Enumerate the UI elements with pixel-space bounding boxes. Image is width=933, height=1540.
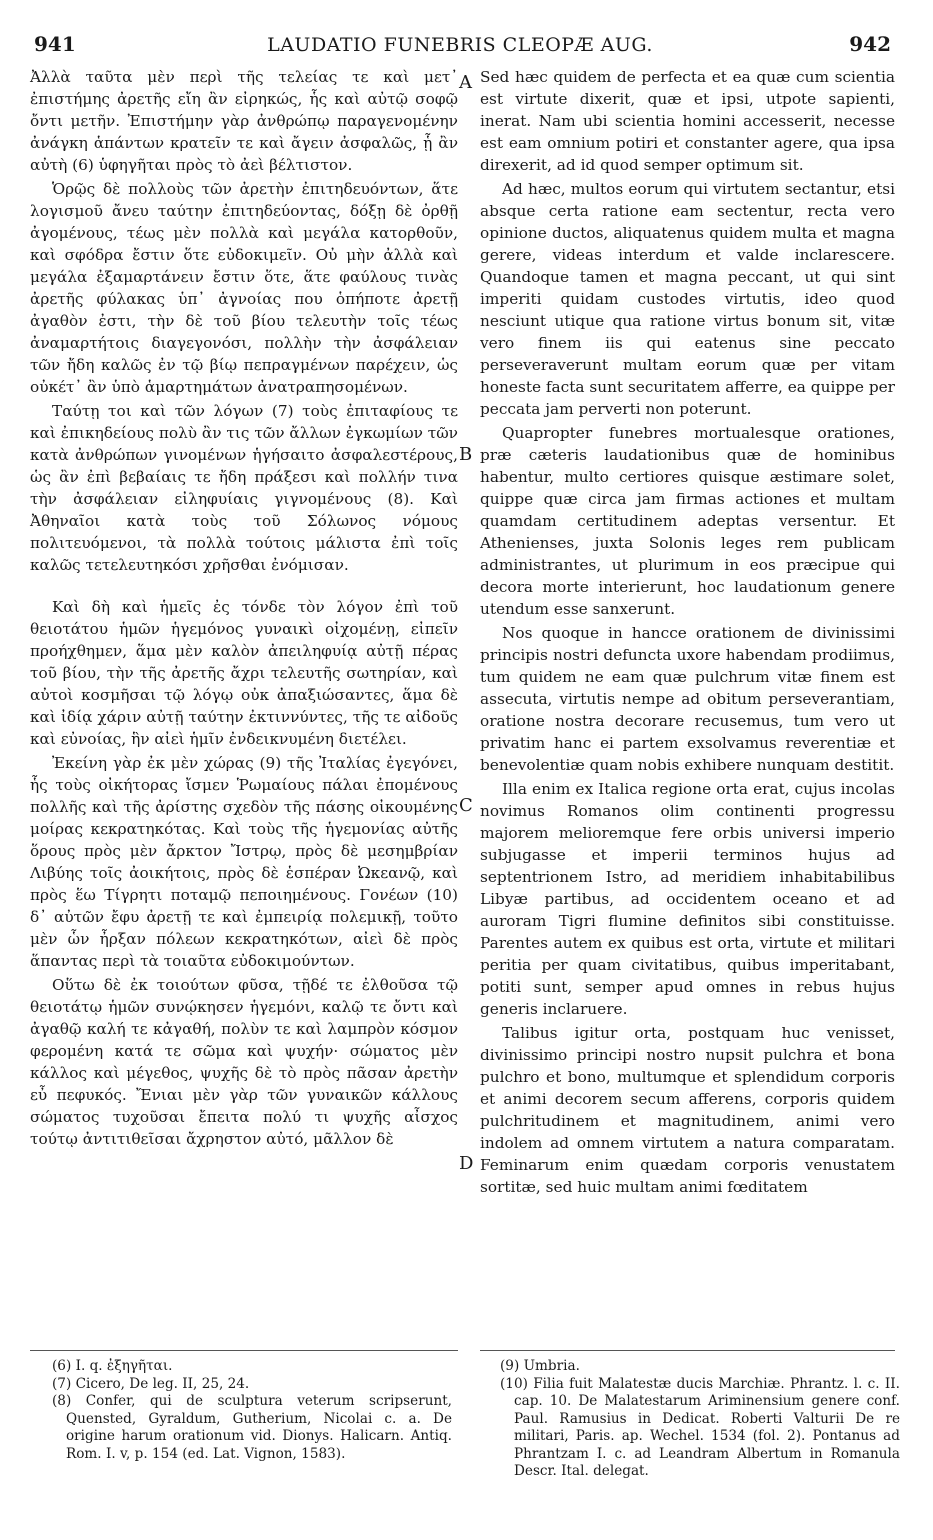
page-number-left: 941	[34, 32, 76, 56]
running-title: LAUDATIO FUNEBRIS CLEOPÆ AUG.	[267, 34, 653, 56]
section-marker-b: B	[459, 444, 473, 465]
footnote: (8) Confer, qui de sculptura veterum scripserunt, Quensted, Gyraldum, Gutherium, Nicolai c. a. De origine harum orationum vid. Dionys. Halicarn. Antiq. Rom. I. v, p. 154 (ed. Lat. Vignon, 1583).	[52, 1393, 452, 1462]
latin-paragraph: Sed hæc quidem de perfecta et ea quæ cum scientia est virtute dixerit, quæ et ipsi, utpote sapienti, inerat. Nam ubi scientia homini accesserit, necesse est eam omnium potiri et constanter agere, qua ipsa direxerit, ad id quod semper optimum sit.	[480, 68, 895, 174]
greek-paragraph: Καὶ δὴ καὶ ἡμεῖς ἐς τόνδε τὸν λόγον ἐπὶ τοῦ θειοτάτου ἡμῶν ἡγεμόνος γυναικὶ οἰχομένῃ, εἰπεῖν προήχθημεν, ἅμα μὲν καλὸν ἀπειληφυίᾳ αὐτῇ πέρας τοῦ βίου, τὴν τῆς ἀρετῆς ἄχρι τελευτῆς σωτηρίαν, καὶ αὐτοὶ κοσμῆσαι τῷ λόγῳ οὐκ ἀπαξιώσαντες, ἅμα δὲ καὶ ἰδίᾳ χάριν αὐτῇ ταύτην ἐκτιννύντες, τῆς τε αἰδοῦς καὶ εὐνοίας, ἣν αἰεὶ ἡμῖν ἐνδεικνυμένη διετέλει.	[30, 598, 458, 748]
footnote: (7) Cicero, De leg. II, 25, 24.	[52, 1375, 250, 1392]
greek-paragraph: Ὁρῷς δὲ πολλοὺς τῶν ἀρετὴν ἐπιτηδευόντων, ἅτε λογισμοῦ ἄνευ ταύτην ἐπιτηδεύοντας, δόξῃ δὲ ὀρθῇ ἀγομένους, τέως μὲν πολλὰ καὶ μεγάλα κατορθοῦν, καὶ σφόδρα ἔστιν ὅτε εὐδοκιμεῖν. Οὐ μὴν ἀλλὰ καὶ μεγάλα ἐξαμαρτάνειν ἔστιν ὅτε, ἅτε φαύλους τινὰς ἀρετῆς φύλακας ὑπ᾽ ἀγνοίας που ὁπήποτε ἀρετῇ ἀγαθὸν ἐστι, τὴν δὲ τοῦ βίου τελευτὴν τοῖς τέως ἀναμαρτήτοις διαγεγονόσι, πολλὴν τὴν ἀσφάλειαν τῶν ἤδη καλῶς ἐν τῷ βίῳ πεπραγμένων παρέχειν, ὡς οὐκέτ᾽ ἂν ὑπὸ ἁμαρτημάτων ἀνατραπησομένων.	[30, 180, 458, 396]
footnote: (10) Filia fuit Malatestæ ducis Marchiæ. Phrantz. l. c. II. cap. 10. De Malatestarum Ariminensium genere conf. Paul. Ramusius in Dedicat. Roberti Valturii De re militari, Paris. ap. Wechel. 1534 (fol. 2). Pontanus ad Phrantzam I. c. ad Leandram Albertum in Romanula Descr. Ital. delegat.	[500, 1375, 900, 1479]
page-header	[0, 28, 933, 62]
footnotes-right	[500, 1358, 900, 1481]
footnote: (9) Umbria.	[500, 1358, 580, 1374]
page-number-right: 942	[849, 32, 891, 56]
footnotes-left	[52, 1358, 452, 1463]
footnote-rule-left	[30, 1350, 458, 1351]
section-gap	[30, 578, 458, 596]
section-marker-a: A	[459, 72, 472, 93]
latin-paragraph: Nos quoque in hancce orationem de divinissimi principis nostri defuncta uxore habendam prodiimus, tum quidem ne eam quæ pulchrum vitæ finem est assecuta, virtutis nempe ad obitum perseverantiam, oratione nostra decorare recusemus, tum vero ut privatim hanc ei partem exsolvamus reverentiæ et benevolentiæ quam nobis exhibere nunquam destitit.	[480, 624, 895, 774]
footnote-rule-right	[480, 1350, 895, 1351]
greek-column	[30, 66, 458, 1152]
latin-column	[480, 66, 895, 1200]
greek-paragraph: Ἀλλὰ ταῦτα μὲν περὶ τῆς τελείας τε καὶ μετ᾽ ἐπιστήμης ἀρετῆς εἴη ἂν εἰρηκώς, ἧς καὶ αὐτῷ σοφῷ ὄντι μετῆν. Ἐπιστήμην γὰρ ἀνθρώπῳ παραγενομένην ἀνάγκη ἁπάντων κρατεῖν τε καὶ ἄγειν ἀσφαλῶς, ᾗ ἂν αὐτὴ (6) ὑφηγῆται πρὸς τὸ ἀεὶ βέλτιστον.	[30, 68, 458, 174]
greek-paragraph: Οὕτω δὲ ἐκ τοιούτων φῦσα, τῇδέ τε ἐλθοῦσα τῷ θειοτάτῳ ἡμῶν συνῴκησεν ἡγεμόνι, καλῷ τε ὄντι καὶ ἀγαθῷ καλή τε κἀγαθή, πολὺν τε καὶ λαμπρὸν κόσμον φερομένη κατά τε σῶμα καὶ ψυχήν· σώματος μὲν κάλλος καὶ μέγεθος, ψυχῆς δὲ τὸ πρὸς πᾶσαν ἀρετὴν εὖ πεφυκός. Ἔνιαι μὲν γὰρ τῶν γυναικῶν κάλλους σώματος τυχοῦσαι ἔπειτα πολύ τι ψυχῆς αἶσχος τούτῳ ἀντιτιθεῖσαι ἄχρηστον αὐτό, μᾶλλον δὲ	[30, 976, 458, 1148]
greek-paragraph: Ταύτῃ τοι καὶ τῶν λόγων (7) τοὺς ἐπιταφίους τε καὶ ἐπικηδείους πολὺ ἂν τις τῶν ἄλλων ἐγκωμίων τῶν κατὰ ἀνθρώπων γινομένων ἡγήσαιτο ἀσφαλεστέρους, ὡς ἂν ἐπὶ βεβαίαις τε ἤδη πράξεσι καὶ πολλήν τινα τὴν ἀσφάλειαν εἰληφυίαις γιγνομένους (8). Καὶ Ἀθηναῖοι κατὰ τοὺς τοῦ Σόλωνος νόμους πολιτευόμενοι, τὰ πολλὰ τούτοις μάλιστα ἐπὶ τοῖς καλῶς τετελευτηκόσι χρῆσθαι ἐνόμισαν.	[30, 402, 458, 574]
section-marker-d: D	[459, 1153, 474, 1174]
latin-paragraph: Illa enim ex Italica regione orta erat, cujus incolas novimus Romanos olim continenti progressu majorem melioremque fere orbis universi imperio subjugasse et imperii terminos hujus ad septentrionem Istro, ad meridiem inhabitabilibus Libyæ partibus, ad occidentem oceano et ad auroram Tigri flumine definitos sibi constituisse. Parentes autem ex quibus est orta, virtute et militari peritia per quam civitatibus, quibus imperitabant, potiti sunt, semper apud omnes in rebus hujus generis inclaruere.	[480, 780, 895, 1018]
section-marker-c: C	[459, 795, 473, 816]
footnote: (6) I. q. ἐξηγῆται.	[52, 1358, 173, 1374]
greek-paragraph: Ἐκείνη γὰρ ἐκ μὲν χώρας (9) τῆς Ἰταλίας ἐγεγόνει, ἧς τοὺς οἰκήτορας ἴσμεν Ῥωμαίους πάλαι ἐπομένους πολλῆς καὶ τῆς ἀρίστης σχεδὸν τῆς πάσης οἰκουμένης μοίρας κεκρατηκότας. Καὶ τοὺς τῆς ἡγεμονίας αὐτῆς ὅρους πρὸς μὲν ἄρκτον Ἴστρῳ, πρὸς δὲ μεσημβρίαν Λιβύης τοῖς ἀοικήτοις, πρὸς δὲ ἑσπέραν Ὠκεανῷ, καὶ πρὸς ἕω Τίγρητι ποταμῷ πεποιημένους. Γονέων (10) δ᾽ αὐτῶν ἔφυ ἀρετῇ τε καὶ ἐμπειρίᾳ πολεμικῇ, τοῦτο μὲν ὧν ἦρξαν πόλεων κεκρατηκότων, αἰεὶ δὲ πρὸς ἅπαντας περὶ τὰ τοιαῦτα εὐδοκιμούντων.	[30, 754, 458, 970]
latin-paragraph: Ad hæc, multos eorum qui virtutem sectantur, etsi absque certa ratione eam sectentur, recta vero opinione ductos, aliquatenus quidem multa et magna gerere, videas interdum et valde inclarescere. Quandoque tamen et magna peccant, ut qui sint imperiti quidam custodes virtutis, ideo quod nesciunt utique qua ratione virtus bonum sit, vitæ vero finem iis qui eatenus sine peccato perseveraverunt multam eorum quæ per vitam honeste facta sunt securitatem afferre, ea quippe per peccata jam perverti non poterunt.	[480, 180, 895, 418]
latin-paragraph: Quapropter funebres mortualesque orationes, præ cæteris laudationibus quæ de hominibus habentur, multo certiores quisque æstimare solet, quippe quæ circa jam firmas actiones et multam quamdam certitudinem adeptas versentur. Et Athenienses, juxta Solonis leges rem publicam administrantes, ut plurimum in eos præcipue qui decora morte interierunt, hoc laudationum genere utendum esse sanxerunt.	[480, 424, 895, 618]
latin-paragraph: Talibus igitur orta, postquam huc venisset, divinissimo principi nostro nupsit pulchra et bona pulchro et bono, multumque et splendidum corporis et animi decorem secum afferens, corporis quidem pulchritudinem et magnitudinem, animi vero indolem ad omnem virtutem a natura comparatam. Feminarum enim quædam corporis venustatem sortitæ, sed huic multam animi fœditatem	[480, 1024, 895, 1196]
